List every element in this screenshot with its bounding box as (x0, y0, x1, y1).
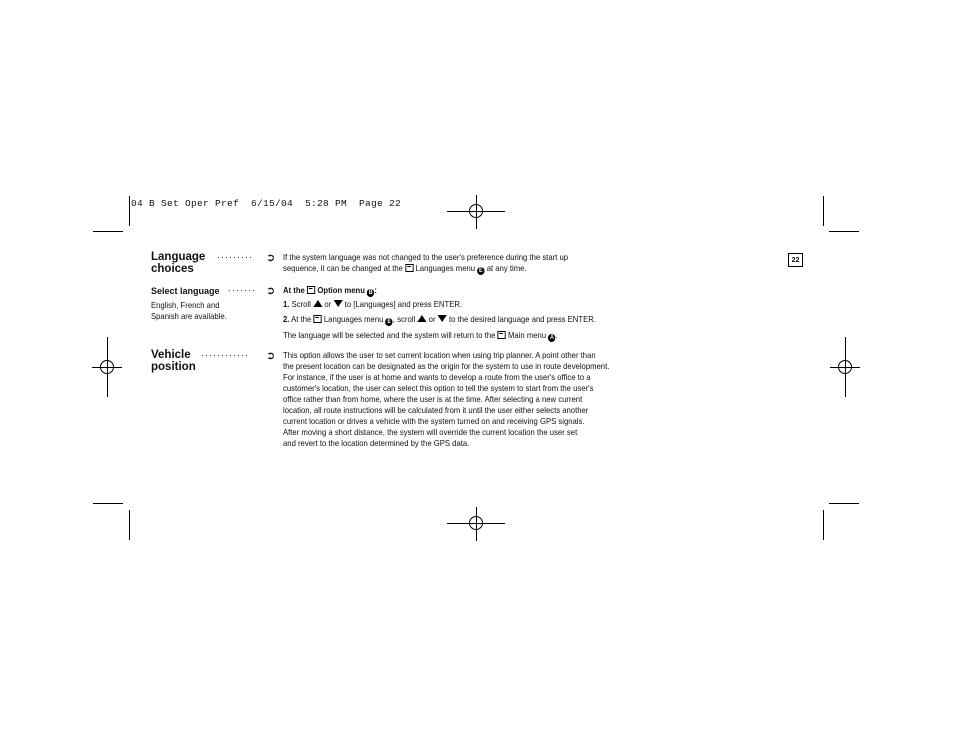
language-intro (283, 252, 633, 275)
menu-icon (405, 264, 413, 272)
badge-e: E (479, 268, 483, 274)
badge-e: E (387, 319, 392, 325)
leader-dots: ······· (228, 285, 256, 295)
leader-dots: ········· (217, 252, 253, 262)
triangle-down-icon (333, 300, 342, 307)
language-heading-line2: choices (151, 263, 194, 275)
select-language-subheading: Select language (151, 286, 220, 296)
select-language-note: English, French and Spanish are available. (151, 300, 227, 321)
printer-slug: 04 B Set Oper Pref 6/15/04 5:28 PM Page 22 (131, 198, 402, 209)
result-line: The language will be selected and the system will return to the Main menu A . (283, 330, 558, 341)
vehicle-body: This option allows the user to set current location when using trip planner. A point other than the present location can be designated as the origin for the system to use in route development. For instance, if the user is at home and wants to develop a route from the user's office to a customer's location, the user can select this option to tell the system to start from the user's office rather than from home, where the user is at the time. After selecting a new current location, all route instructions will be calculated from it until the user either selects another current location or drives a vehicle with the system turned on and receiving GPS signals. After moving a short distance, the system will override the current location the user set and revert to the location determined by the GPS data. (283, 350, 610, 448)
select-language-steps (283, 285, 651, 342)
vehicle-heading-line2: position (151, 361, 196, 373)
intro-line1: If the system language was not changed to the user's preference during the start up (283, 252, 569, 262)
menu-icon (313, 315, 321, 323)
triangle-up-icon (417, 315, 426, 322)
step-2: 2. At the Languages menu E , scroll or to the desired language and press ENTER. (283, 314, 596, 325)
page-number-box: 22 (788, 253, 803, 267)
arrow-icon: ➲ (266, 285, 276, 297)
menu-icon (498, 331, 506, 339)
step-header: At the Option menu B : (283, 285, 377, 296)
language-heading-line1: Language (151, 251, 206, 263)
language-heading (151, 251, 205, 275)
badge-a: A (549, 335, 554, 341)
arrow-icon: ➲ (266, 350, 276, 362)
step-1: 1. Scroll or to [Languages] and press ENTER. (283, 299, 463, 309)
vehicle-heading (151, 349, 196, 373)
intro-line2: sequence, it can be changed at the Languages menu E at any time. (283, 263, 527, 274)
arrow-icon: ➲ (266, 252, 276, 264)
triangle-down-icon (438, 315, 447, 322)
vehicle-heading-line1: Vehicle (151, 349, 191, 361)
badge-b: B (368, 290, 373, 296)
menu-icon (307, 286, 315, 294)
leader-dots: ············ (201, 350, 249, 360)
triangle-up-icon (313, 300, 322, 307)
